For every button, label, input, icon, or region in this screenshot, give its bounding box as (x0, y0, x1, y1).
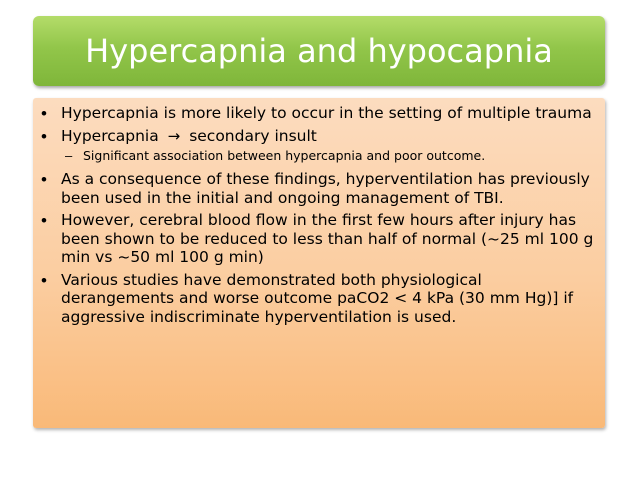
bullet-symbol: • (41, 126, 47, 146)
bullet-symbol: • (41, 270, 47, 290)
bullet-item (39, 127, 595, 146)
bullet-item (39, 211, 595, 267)
bullet-text: As a consequence of these findings, hyperventilation has previously been used in the initial and ongoing management of TBI. (61, 170, 590, 207)
sub-bullet-text: Significant association between hypercapnia and poor outcome. (83, 148, 486, 163)
sub-bullet-symbol: – (65, 148, 73, 163)
bullet-text: Hypercapnia is more likely to occur in the setting of multiple trauma (61, 104, 592, 122)
slide-content-box (33, 98, 605, 428)
bullet-symbol: • (41, 211, 47, 230)
slide-title-box (33, 16, 605, 86)
bullet-symbol: • (41, 170, 47, 189)
bullet-list (39, 104, 595, 326)
bullet-item (39, 271, 595, 327)
bullet-text: However, cerebral blood flow in the first few hours after injury has been shown to be reduced to less than half of normal (~25 ml 100 g min vs ~50 ml 100 g min) (61, 211, 594, 266)
slide-title: Hypercapnia and hypocapnia (85, 32, 553, 70)
sub-bullet-item (39, 147, 595, 165)
bullet-symbol: • (41, 104, 47, 123)
bullet-text: Various studies have demonstrated both physiological derangements and worse outcome paCO2 < 4 kPa (30 mm Hg)] if aggressive indiscriminate hyperventilation is used. (61, 270, 574, 326)
bullet-text: Hypercapnia (61, 126, 159, 145)
bullet-text: secondary insult (189, 126, 317, 145)
right-arrow-icon: → (167, 126, 181, 145)
bullet-item (39, 104, 595, 123)
bullet-item (39, 170, 595, 207)
